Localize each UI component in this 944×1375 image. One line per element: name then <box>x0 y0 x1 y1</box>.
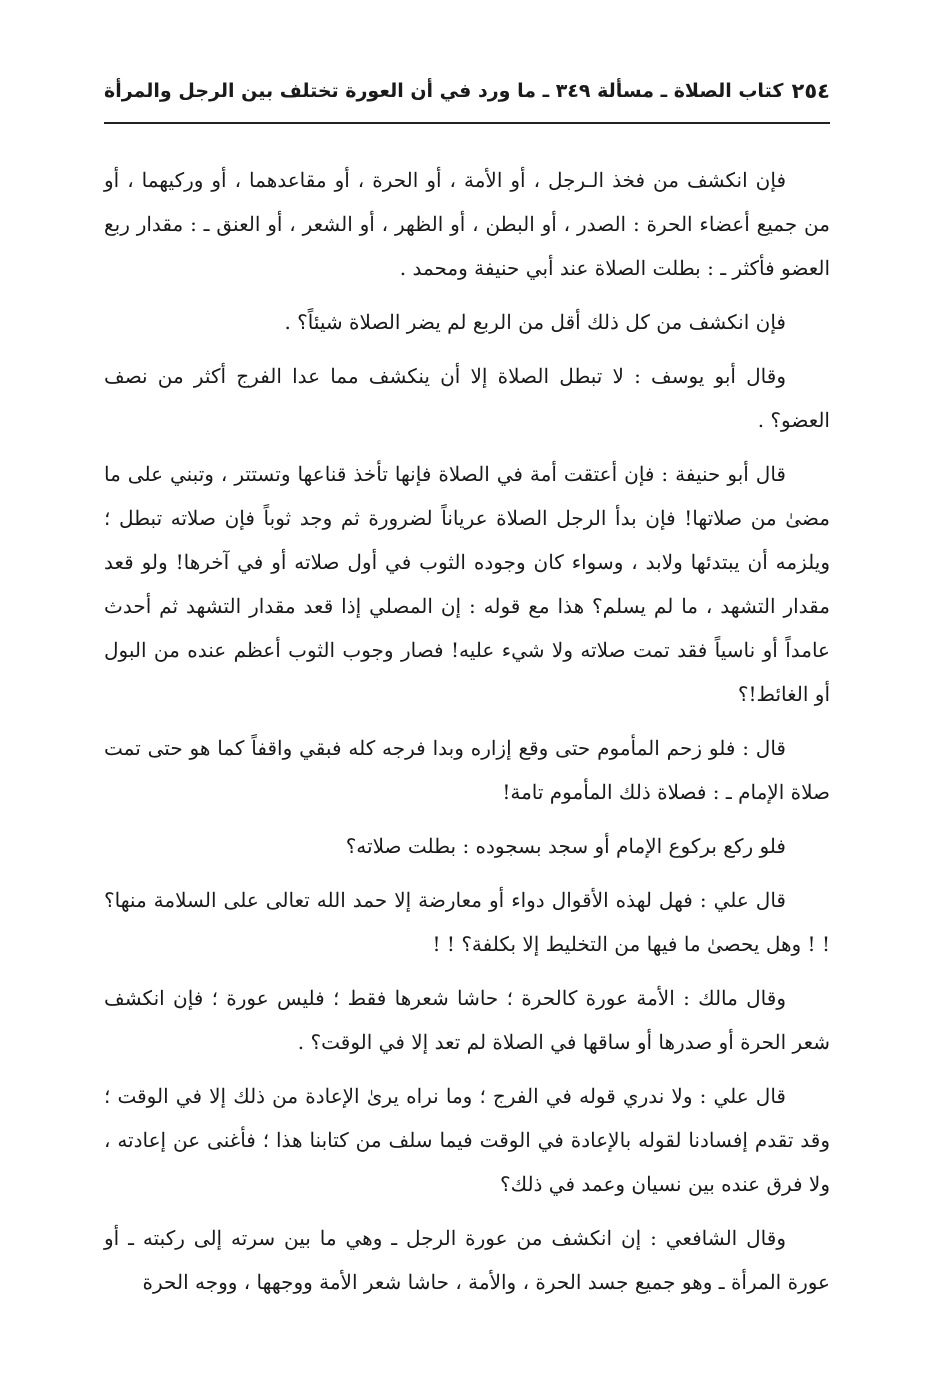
paragraph: قال علي : ولا ندري قوله في الفرج ؛ وما نراه يرىٰ الإعادة من ذلك إلا في الوقت ؛ وقد تقدم إفسادنا لقوله بالإعادة في الوقت فيما سلف من كتابنا هذا ؛ فأغنى عن إعادته ، ولا فرق عنده بين نسيان وعمد في ذلك؟ <box>104 1084 830 1196</box>
page-number: ٢٥٤ <box>791 79 830 103</box>
paragraph: فإن انكشف من فخذ الـرجل ، أو الأمة ، أو الحرة ، أو مقاعدهما ، أو وركيهما ، أو من جميع أعضاء الحرة : الصدر ، أو البطن ، أو الظهر ، أو الشعر ، أو العنق ـ : مقدار ربع العضو فأكثر ـ : بطلت الصلاة عند أبي حنيفة ومحمد . <box>104 168 830 280</box>
paragraph: فإن انكشف من كل ذلك أقل من الربع لم يضر الصلاة شيئاً؟ . <box>284 310 786 334</box>
main-text <box>104 158 830 1314</box>
header-divider <box>104 122 830 124</box>
paragraph: وقال الشافعي : إن انكشف من عورة الرجل ـ وهي ما بين سرته إلى ركبته ـ أو عورة المرأة ـ وهو جميع جسد الحرة ، والأمة ، حاشا شعر الأمة ووجهها ، ووجه الحرة <box>104 1226 830 1294</box>
paragraph: قال : فلو زحم المأموم حتى وقع إزاره وبدا فرجه كله فبقي واقفاً كما هو حتى تمت صلاة الإمام ـ : فصلاة ذلك المأموم تامة! <box>104 736 830 804</box>
paragraph: فلو ركع بركوع الإمام أو سجد بسجوده : بطلت صلاته؟ <box>345 834 786 858</box>
paragraph: وقال أبو يوسف : لا تبطل الصلاة إلا أن ينكشف مما عدا الفرج أكثر من نصف العضو؟ . <box>104 364 830 432</box>
paragraph: قال أبو حنيفة : فإن أعتقت أمة في الصلاة فإنها تأخذ قناعها وتستتر ، وتبني على ما مضىٰ من صلاتها! فإن بدأ الرجل الصلاة عرياناً لضرورة ثم وجد ثوباً فإن صلاته تبطل ؛ ويلزمه أن يبتدئها ولابد ، وسواء كان وجوده الثوب في أول صلاته أو في آخرها! ولو قعد مقدار التشهد ، ما لم يسلم؟ هذا مع قوله : إن المصلي إذا قعد مقدار التشهد ثم أحدث عامداً أو ناسياً فقد تمت صلاته ولا شيء عليه! فصار وجوب الثوب أعظم عنده من البول أو الغائط!؟ <box>104 462 830 706</box>
running-title: كتاب الصلاة ـ مسألة ٣٤٩ ـ ما ورد في أن العورة تختلف بين الرجل والمرأة <box>104 80 784 102</box>
running-header <box>104 70 830 112</box>
paragraph: قال علي : فهل لهذه الأقوال دواء أو معارضة إلا حمد الله تعالى على السلامة منها؟ ! ! وهل يحصىٰ ما فيها من التخليط إلا بكلفة؟ ! ! <box>104 888 830 956</box>
paragraph: وقال مالك : الأمة عورة كالحرة ؛ حاشا شعرها فقط ؛ فليس عورة ؛ فإن انكشف شعر الحرة أو صدرها أو ساقها في الصلاة لم تعد إلا في الوقت؟ . <box>104 986 830 1054</box>
